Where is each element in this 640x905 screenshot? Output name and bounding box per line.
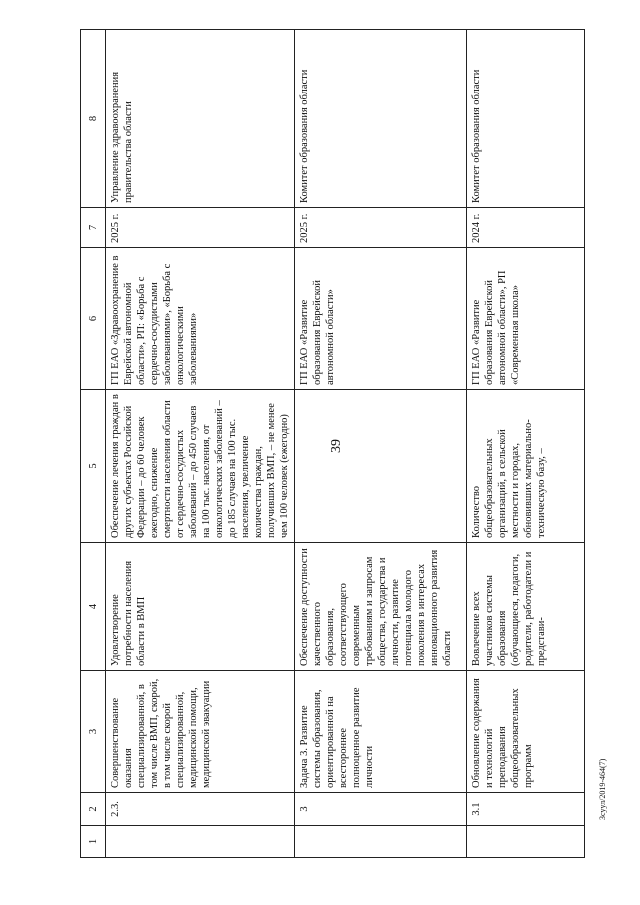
row-result: Количество общеобразовательных организаций, в сельской местности и городах, обновивших материально-техническую базу, – [467,390,585,543]
header-cell: 2 [81,793,106,826]
header-cell: 4 [81,543,106,671]
row-program: ГП ЕАО «Развитие образования Еврейской автономной области», РП «Современная школа» [467,248,585,390]
header-cell: 6 [81,248,106,390]
header-row [81,30,106,858]
row-col-1 [467,826,585,858]
document-code: Зсуул/2019-464(7) [598,758,607,820]
row-col-1 [106,826,295,858]
rotated-table-container [80,30,562,858]
row-program: ГП ЕАО «Развитие образования Еврейской автономной области» [295,248,467,390]
program-measures-table [80,29,585,858]
row-goal: Обеспечение доступности качественного образования, соответствующего современным требованиям и запросам общества, государства и личности, развитие потенциала молодого поколения в интересах инновационного развития области [295,543,467,671]
row-program: ГП ЕАО «Здравоохранение в Еврейской автономной области», РП: «Борьба с сердечно-сосудистыми заболеваниями», «Борьба с онкологическими заболеваниями» [106,248,295,390]
row-number: 3 [295,793,467,826]
row-task: Обновление содержания и технологий преподавания общеобразовательных программ [467,671,585,793]
row-goal: Вовлечение всех участников системы образования (обучающиеся, педагоги, родители, работодатели и представи- [467,543,585,671]
row-deadline: 2025 г. [295,208,467,248]
row-responsible: Комитет образования области [467,30,585,208]
row-deadline: 2025 г. [106,208,295,248]
row-col-1 [295,826,467,858]
row-deadline: 2024 г. [467,208,585,248]
row-result [295,390,467,543]
row-responsible: Управление здравоохранения правительства области [106,30,295,208]
table-row [106,30,295,858]
page-number: 39 [329,439,344,453]
table-row [467,30,585,858]
row-responsible: Комитет образования области [295,30,467,208]
row-number: 2.3. [106,793,295,826]
header-cell: 8 [81,30,106,208]
row-task: Совершенствование оказания специализированной, в том числе ВМП, скорой, в том числе скорой специализированной, медицинской помощи, медицинской эвакуации [106,671,295,793]
header-cell: 1 [81,826,106,858]
row-result: Обеспечение лечения граждан в других субъектах Российской Федерации – до 60 человек ежегодно, снижение смертности населения области от сердечно-сосудистых заболеваний – до 450 случаев на 100 тыс. населения, от онкологических заболеваний – до 185 случаев на 100 тыс. населения, увеличение количества граждан, получивших ВМП, – не менее чем 100 человек (ежегодно) [106,390,295,543]
header-cell: 3 [81,671,106,793]
row-goal: Удовлетворение потребности населения области в ВМП [106,543,295,671]
row-task: Задача 3. Развитие системы образования, ориентированной на всестороннее полноценное развитие личности [295,671,467,793]
table-row [295,30,467,858]
header-cell: 7 [81,208,106,248]
row-number: 3.1 [467,793,585,826]
header-cell: 5 [81,390,106,543]
